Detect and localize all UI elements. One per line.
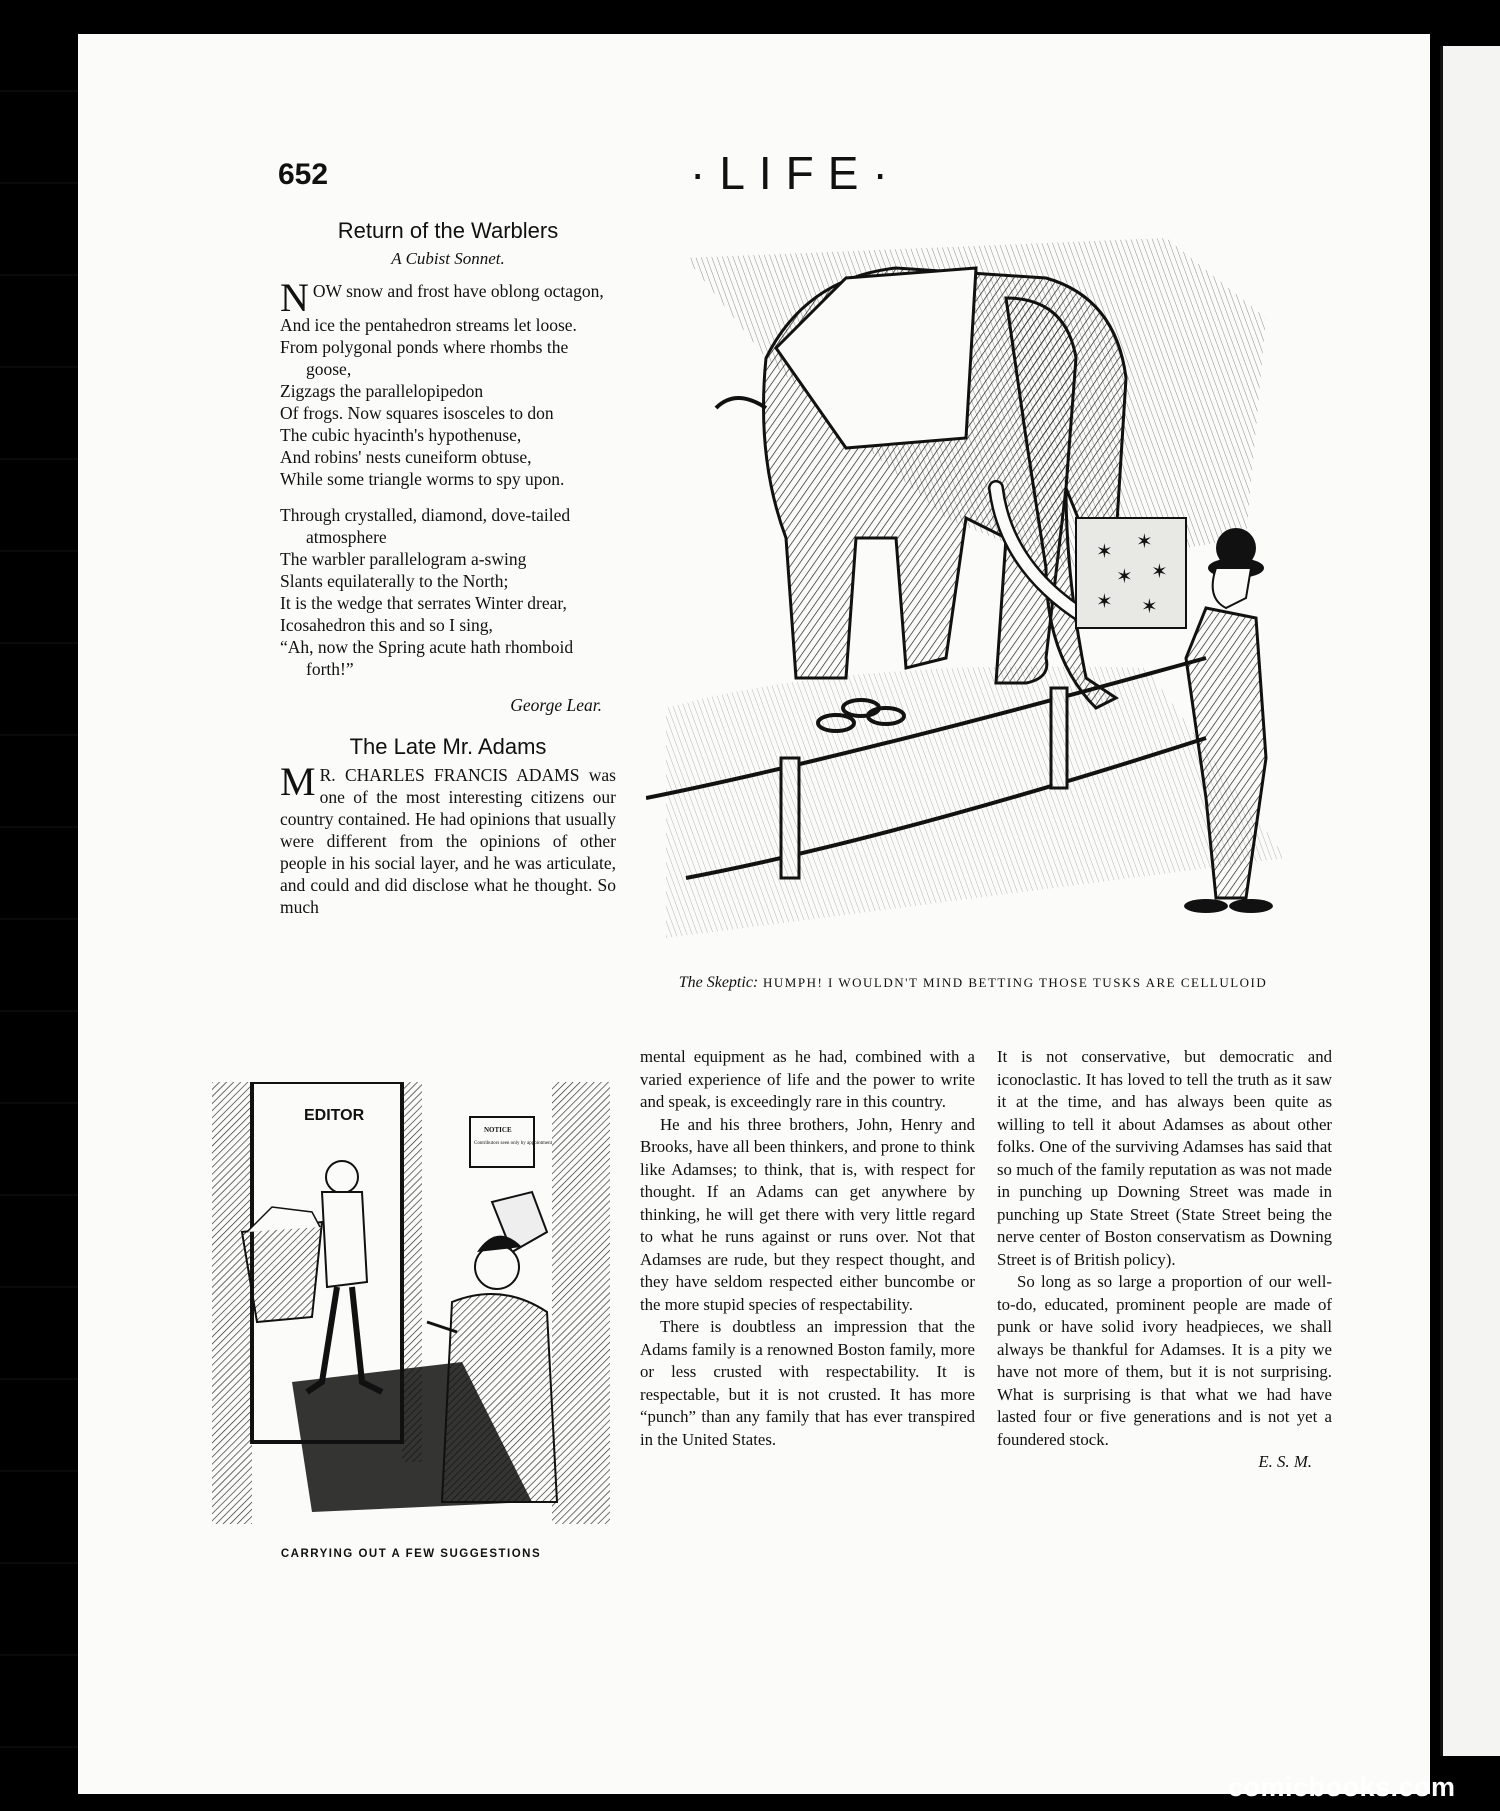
scan-border-left — [0, 0, 78, 1811]
svg-text:✶: ✶ — [1136, 531, 1153, 553]
poem-line: Through crystalled, diamond, dove-tailed atmosphere — [280, 505, 571, 547]
article-paragraph: It is not conservative, but democratic and iconoclastic. It has loved to tell the truth as it saw it at the time, and has always been quite as willing to tell it about Adamses as about other folks. One of the surviving Adamses has said that so much of the family reputation as was not made in punching up Downing Street was made in punching up State Street (State Street being the nerve center of Boston conservatism as Downing Street is of British policy). — [997, 1047, 1332, 1269]
caption-speaker: The Skeptic: — [678, 974, 759, 991]
caption-text: HUMPH! I WOULDN'T MIND BETTING THOSE TUSKS ARE CELLULOID — [763, 975, 1268, 990]
notice-title: NOTICE — [484, 1126, 512, 1134]
notice-body: Contributors seen only by appointment — [474, 1141, 553, 1146]
poem-line: Of frogs. Now squares isosceles to don — [280, 403, 554, 423]
poem-subtitle: A Cubist Sonnet. — [391, 249, 505, 268]
poem-body — [280, 275, 616, 716]
article-signature: E. S. M. — [1258, 1452, 1312, 1471]
poem-line: And robins' nests cuneiform obtuse, — [280, 447, 532, 467]
site-watermark: comicbooks.com — [1228, 1772, 1456, 1802]
svg-text:✶: ✶ — [1096, 591, 1113, 613]
masthead: ·LIFE· — [690, 147, 902, 199]
poem-line: From polygonal ponds where rhombs the goose, — [280, 337, 569, 379]
article-dropcap: M — [280, 759, 316, 804]
poem-line: Zigzags the parallelopipedon — [280, 381, 484, 401]
wall-left — [212, 1082, 252, 1524]
svg-text:✶: ✶ — [1096, 541, 1113, 563]
poem-line: Icosahedron this and so I sing, — [280, 615, 493, 635]
editor-caption: CARRYING OUT A FEW SUGGESTIONS — [280, 1548, 542, 1560]
bowler-hat — [1216, 528, 1256, 568]
article-title: The Late Mr. Adams — [349, 734, 547, 759]
poem-dropcap: N — [280, 275, 309, 320]
poem-title: Return of the Warblers — [337, 218, 559, 243]
wastebasket — [242, 1222, 322, 1322]
article-paragraph: He and his three brothers, John, Henry and Brooks, have all been thinkers, and prone to think like Adamses; to think, that is, with respect for thought. If an Adams can get anywhere by thinking, he will get there with very little regard to what he runs against or runs over. Not that Adamses are rude, but they respect thought, and they have seldom respected either buncombe or the more stupid species of respectability. — [640, 1114, 975, 1314]
article-paragraph: mental equipment as he had, combined with a varied experience of life and the power to write and speak, is exceedingly rare in this country. — [640, 1047, 975, 1111]
poem-line: The warbler parallelogram a-swing — [280, 549, 527, 569]
article-paragraph: So long as so large a proportion of our well-to-do, educated, prominent people are made of punk or have solid ivory headpieces, we shall always be thankful for Adamses. It is a pity we have not more of them, but it is not surprising. What is surprising is that what we had have lasted four or five generations and is not yet a foundered stock. — [997, 1272, 1332, 1449]
poem-stanza-1 — [280, 275, 616, 490]
poem-line: The cubic hyacinth's hypothenuse, — [280, 425, 522, 445]
article-paragraph: There is doubtless an impression that the Adams family is a renowned Boston family, more or less crusted with respectability. It is respectable, but it is not crusted. It has more “punch” than any family that has ever transpired in the United States. — [640, 1317, 975, 1449]
elephant-illustration — [646, 238, 1296, 938]
poem-line: And ice the pentahedron streams let loose. — [280, 315, 577, 335]
poem-line: OW snow and frost have oblong octagon, — [312, 281, 604, 301]
editor-door-sign: EDITOR — [304, 1107, 365, 1124]
facing-page-edge — [1440, 46, 1500, 1756]
svg-text:✶: ✶ — [1141, 596, 1158, 618]
article-right-column — [997, 1046, 1332, 1474]
poem-stanza-2 — [280, 504, 616, 680]
poem-author: George Lear. — [510, 695, 602, 715]
article-adams — [280, 736, 616, 918]
svg-text:✶: ✶ — [1151, 561, 1168, 583]
elephant-caption — [640, 972, 1306, 994]
article-lead — [280, 759, 616, 918]
article-middle-column — [640, 1046, 975, 1451]
poem-line: It is the wedge that serrates Winter drear, — [280, 593, 567, 613]
article-lead-text: R. CHARLES FRANCIS ADAMS was one of the most interesting citizens our country contained. He had opinions that usually were different from the opinions of other people in his social layer, and he was articulate, and could and did disclose what he thought. So much — [280, 765, 616, 917]
poem-line: “Ah, now the Spring acute hath rhomboid forth!” — [280, 637, 574, 679]
wall-right — [552, 1082, 610, 1524]
poem-line: While some triangle worms to spy upon. — [280, 469, 565, 489]
editor-office-illustration — [212, 1082, 610, 1524]
page-number: 652 — [278, 158, 329, 191]
svg-text:✶: ✶ — [1116, 566, 1133, 588]
left-column — [280, 220, 616, 918]
poem-line: Slants equilaterally to the North; — [280, 571, 509, 591]
